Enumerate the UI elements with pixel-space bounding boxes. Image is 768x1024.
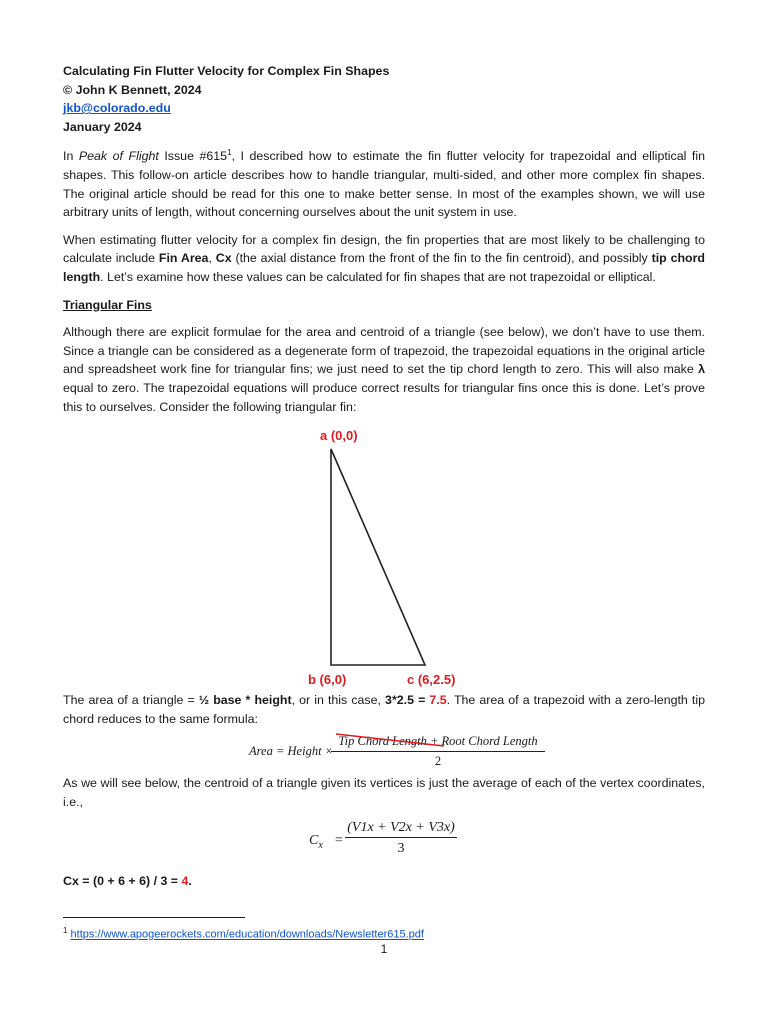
cx-symbol: C bbox=[309, 832, 319, 848]
root-chord-term: + Root Chord Length bbox=[426, 734, 538, 749]
formula-lhs: Area = Height × bbox=[249, 744, 334, 759]
article-header bbox=[63, 62, 705, 136]
article-title: Calculating Fin Flutter Velocity for Complex Fin Shapes bbox=[63, 64, 390, 78]
article-date: January 2024 bbox=[63, 119, 142, 134]
footnote bbox=[63, 926, 424, 941]
text-run: Although there are explicit formulae for the area and centroid of a triangle (see below), we don’t have to use them. Since a triangle can be considered as a degenerate form of trapezoid, the trapezoidal equations in the original article and spreadsheet work fine for triangular fins; we just need to set the tip chord length to zero. This will also make bbox=[63, 325, 705, 377]
section-heading-triangular: Triangular Fins bbox=[63, 297, 152, 312]
footnote-ref[interactable]: 1 bbox=[227, 148, 232, 158]
intro-paragraph-1 bbox=[63, 144, 705, 222]
publication-name: Peak of Flight bbox=[78, 149, 159, 164]
cx-subscript: x bbox=[318, 839, 323, 851]
triangular-paragraph bbox=[63, 323, 705, 416]
term-fin-area: Fin Area bbox=[158, 251, 209, 266]
cx-result-line bbox=[63, 872, 705, 891]
page-body bbox=[63, 62, 705, 899]
text-run: . The area of a trapezoid with a zero-length tip chord reduces to the same formula: bbox=[63, 693, 705, 726]
text-run: . Let’s examine how these values can be calculated for fin shapes that are not trapezoidal or elliptical. bbox=[100, 270, 656, 285]
text-run: In bbox=[63, 149, 79, 164]
vertex-c-label: c (6,2.5) bbox=[407, 672, 456, 688]
triangle-figure bbox=[63, 425, 705, 687]
area-formula bbox=[63, 730, 705, 774]
term-cx: Cx bbox=[215, 251, 232, 266]
term-tip-chord: tip chord length bbox=[63, 251, 705, 285]
text-run: When estimating flutter velocity for a complex fin design, the fin properties that are most likely to be challenging to calculate include bbox=[63, 232, 705, 266]
struck-term bbox=[338, 732, 426, 751]
footnote-link[interactable]: https://www.apogeerockets.com/education/downloads/Newsletter615.pdf bbox=[70, 928, 424, 941]
vertex-b-label: b (6,0) bbox=[308, 672, 347, 688]
cx-numerator: (V1x + V2x + V3x) bbox=[345, 819, 457, 839]
area-formula-term: ½ base * height bbox=[198, 693, 292, 708]
cx-lhs bbox=[309, 832, 323, 855]
triangle-diagram bbox=[63, 425, 705, 687]
cx-denominator: 3 bbox=[397, 840, 405, 856]
cx-result: 4 bbox=[181, 873, 189, 888]
area-calc: 3*2.5 = bbox=[385, 693, 430, 708]
intro-paragraph-2 bbox=[63, 231, 705, 287]
formula-denominator: 2 bbox=[434, 754, 442, 769]
text-run: The area of a triangle = bbox=[63, 693, 199, 708]
lambda-symbol: λ bbox=[698, 362, 705, 377]
text-run: equal to zero. The trapezoidal equations will produce correct results for triangular fins once this is done. Let’s prove this to ourselves. Consider the following triangular fin: bbox=[63, 381, 705, 414]
author-email-link[interactable]: jkb@colorado.edu bbox=[63, 101, 171, 116]
text-run: Issue #615 bbox=[158, 149, 228, 164]
triangle-fin-shape bbox=[331, 449, 425, 665]
text-run: , I described how to estimate the fin flutter velocity for trapezoidal and elliptical fin shapes. This follow-on article describes how to handle triangular, multi-sided, and other more complex fin shapes. The original article should be read for this one to make better sense. In most of the examples shown, we will use arbitrary units of length, without concerning ourselves about the unit system in use. bbox=[63, 149, 705, 220]
area-result: 7.5 bbox=[429, 693, 447, 708]
area-paragraph bbox=[63, 691, 705, 728]
centroid-formula bbox=[63, 816, 705, 864]
centroid-paragraph: As we will see below, the centroid of a triangle given its vertices is just the average of each of the vertex coordinates, i.e., bbox=[63, 776, 705, 809]
text-run: (the axial distance from the front of the fin to the fin centroid), and possibly bbox=[231, 251, 652, 266]
tip-chord-term: Tip Chord Length bbox=[338, 734, 427, 749]
vertex-a-label: a (0,0) bbox=[320, 428, 358, 444]
strikethrough-mark bbox=[336, 732, 446, 748]
text-run: , bbox=[208, 251, 216, 266]
author-line: © John K Bennett, 2024 bbox=[63, 82, 202, 97]
cx-equals: = bbox=[335, 832, 343, 848]
cx-calc: Cx = (0 + 6 + 6) / 3 = bbox=[63, 873, 182, 888]
text-run: . bbox=[188, 873, 192, 888]
page-number: 1 bbox=[380, 942, 388, 956]
text-run: , or in this case, bbox=[291, 693, 386, 708]
formula-numerator bbox=[331, 732, 545, 752]
footnote-divider bbox=[63, 917, 245, 918]
footnote-number: 1 bbox=[63, 926, 68, 935]
